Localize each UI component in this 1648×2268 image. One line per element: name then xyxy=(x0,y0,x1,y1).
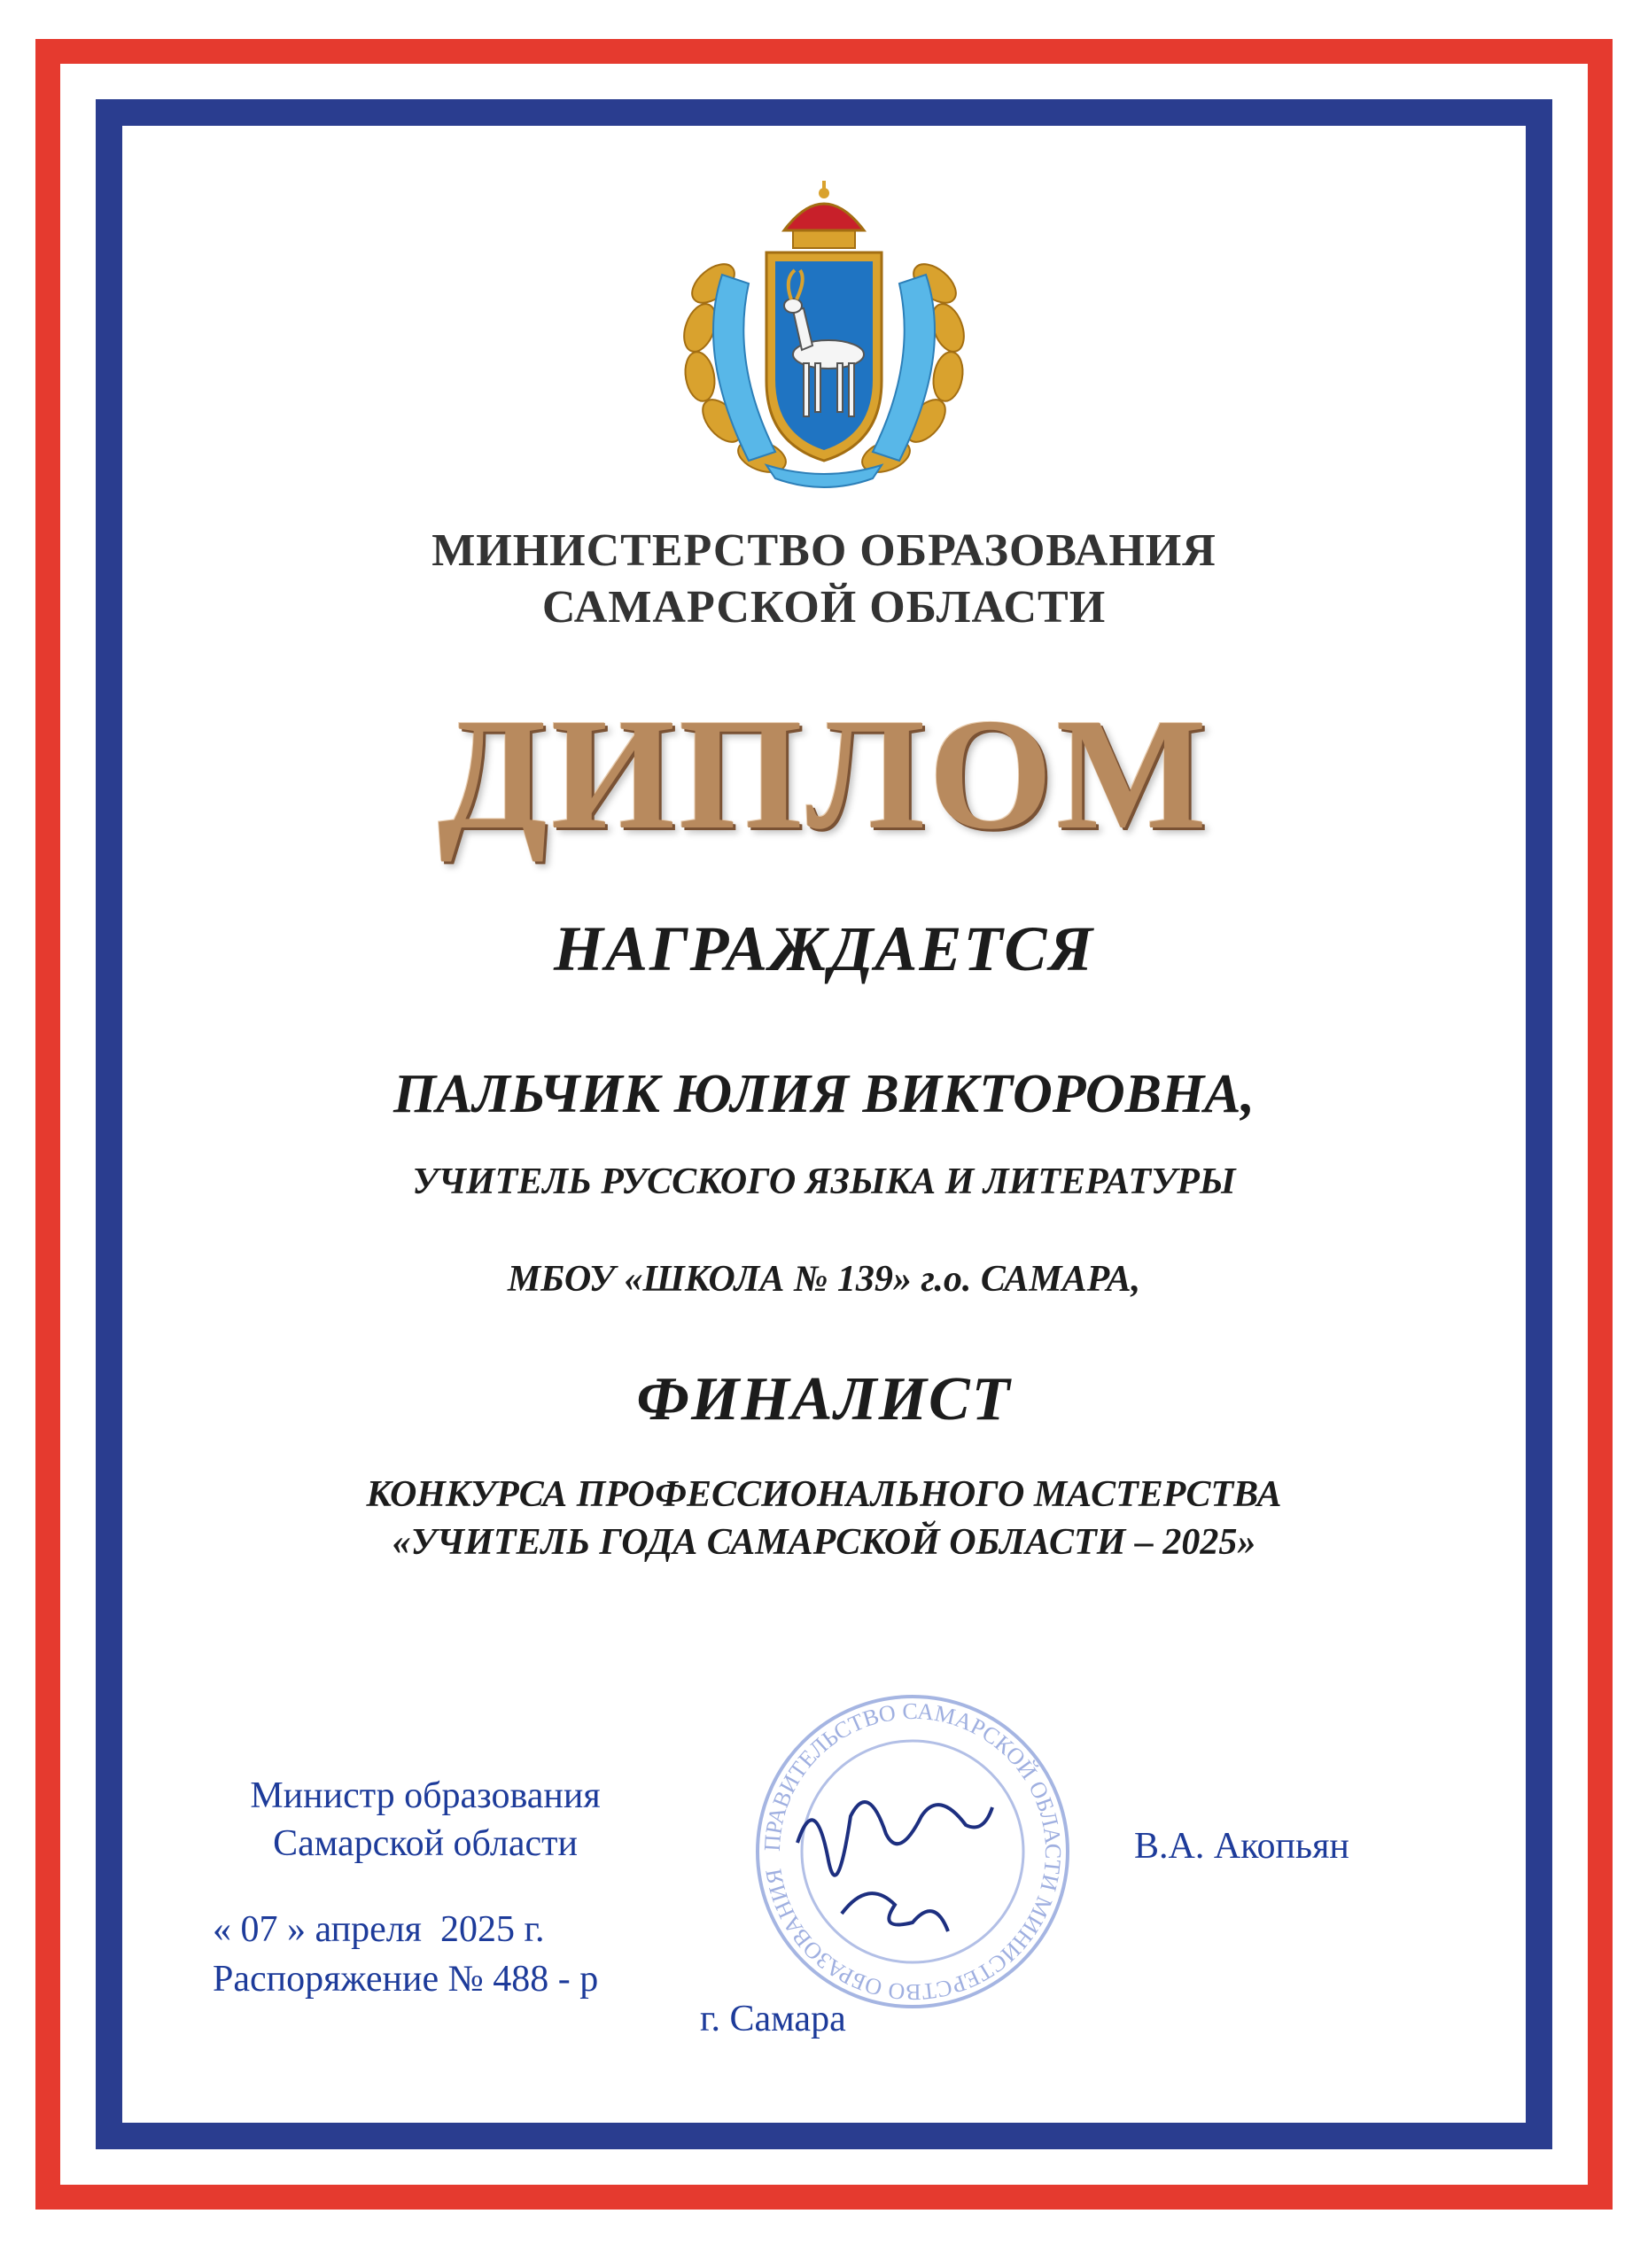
issue-date: « 07 » апреля 2025 г. xyxy=(213,1909,545,1950)
recipient-school: МБОУ «ШКОЛА № 139» г.о. САМАРА, xyxy=(507,1259,1141,1300)
recipient-name: ПАЛЬЧИК ЮЛИЯ ВИКТОРОВНА, xyxy=(393,1064,1255,1124)
awarded-heading: НАГРАЖДАЕТСЯ xyxy=(553,913,1095,984)
date-block xyxy=(213,1905,598,2004)
contest-line-2: «УЧИТЕЛЬ ГОДА САМАРСКОЙ ОБЛАСТИ – 2025» xyxy=(392,1522,1256,1563)
samara-coat-of-arms-icon xyxy=(660,177,988,496)
recipient-position: УЧИТЕЛЬ РУССКОГО ЯЗЫКА И ЛИТЕРАТУРЫ xyxy=(412,1161,1236,1202)
signer-title-line-1: Министр образования xyxy=(250,1775,601,1816)
official-stamp-icon xyxy=(744,1683,1081,2020)
signer-title-line-2: Самарской области xyxy=(273,1823,578,1864)
contest-line-1: КОНКУРСА ПРОФЕССИОНАЛЬНОГО МАСТЕРСТВА xyxy=(366,1474,1282,1515)
order-number: Распоряжение № 488 - р xyxy=(213,1959,599,2000)
diploma-title: ДИПЛОМ xyxy=(438,686,1210,862)
ministry-header xyxy=(133,523,1515,636)
contest-name xyxy=(133,1471,1515,1566)
award-status: ФИНАЛИСТ xyxy=(636,1365,1012,1433)
city-name: г. Самара xyxy=(700,1999,846,2039)
signer-title xyxy=(177,1772,673,1868)
signer-name: В.А. Акопьян xyxy=(1134,1826,1349,1867)
ministry-line-1: МИНИСТЕРСТВО ОБРАЗОВАНИЯ xyxy=(431,525,1217,576)
ministry-line-2: САМАРСКОЙ ОБЛАСТИ xyxy=(541,582,1107,633)
svg-text:ПРАВИТЕЛЬСТВО САМАРСКОЙ ОБЛАСТ: ПРАВИТЕЛЬСТВО САМАРСКОЙ ОБЛАСТИ МИНИСТЕРСТВО ОБРАЗОВАНИЯ xyxy=(758,1697,1067,2006)
